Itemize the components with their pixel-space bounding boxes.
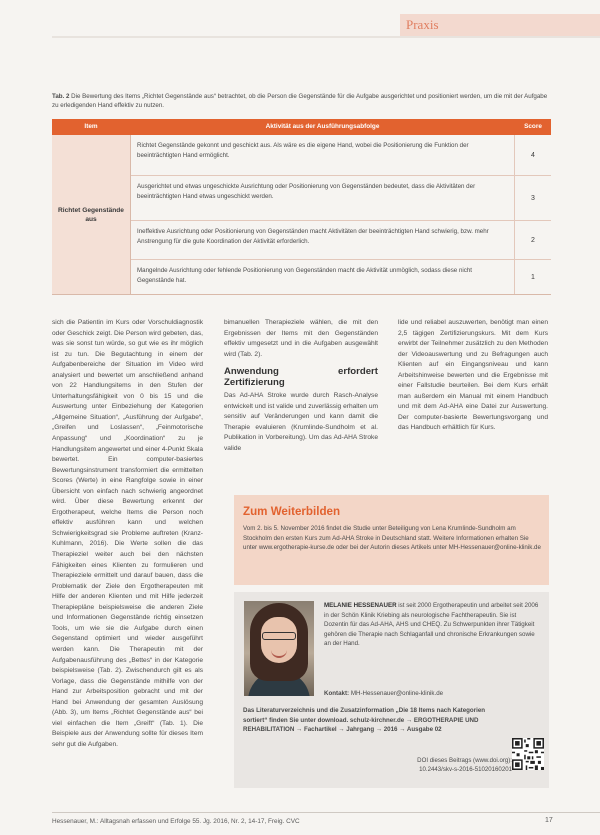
section-subheading: Anwendung erfordert Zertifizierung bbox=[224, 366, 378, 389]
info-box-weiterbilden bbox=[234, 495, 549, 585]
footer-citation: Hessenauer, M.: Alltagsnah erfassen und Erfolge 55. Jg. 2016, Nr. 2, 14-17, Freig. CVC bbox=[52, 818, 300, 825]
page-number: 17 bbox=[545, 817, 553, 824]
row-description: Ausgerichtet und etwas ungeschickte Ausrichtung oder Positionierung von Gegenständen bedeutet, dass die Aktivitäten der beeinträchtigten Hand etwas ungeschickt werden. bbox=[131, 176, 515, 220]
column-3-text: lide und reliabel auszuwerten, benötigt man einen 2,5 tägigen Zertifizierungskurs. Mit dem Kurs erwirbt der Teilnehmer zusätzlich zu den Methoden der Videoauswertung und zu Befragungen auch Klienten auf ein Eingangsniveau und kann Arbeitshinweise bewerten und die Ergebnisse mit einer Fallstudie beurteilen. Bei dem Kurs erhält man außerdem ein Manual mit einem Handbuch und mit dem Ad-AHA eine Datei zur Auswertung. Der computer-basierte Bewertungsvorgang und das Handbuch erhältlich für Kurs. bbox=[398, 319, 548, 432]
table-row bbox=[131, 135, 551, 176]
table-caption bbox=[52, 92, 552, 110]
column-2-text-1: bimanuellen Therapieziele wählen, die mit den Ergebnissen der Items mit den Gegenständen effektiv umgesetzt und in die Aufgaben ausgewählt wird (Tab. 2). bbox=[224, 319, 378, 358]
table-rows bbox=[131, 135, 551, 294]
table-row bbox=[131, 260, 551, 294]
doi-line-2: 10.2443/skv-s-2016-51020160201 bbox=[419, 766, 512, 773]
table-row bbox=[131, 221, 551, 260]
info-box-title: Zum Weiterbilden bbox=[243, 505, 341, 518]
row-score: 2 bbox=[531, 236, 535, 244]
author-box bbox=[234, 592, 549, 788]
item-table bbox=[52, 119, 551, 295]
item-name-cell: Richtet Gegenstände aus bbox=[52, 135, 131, 294]
column-2-text-2: Das Ad-AHA Stroke wurde durch Rasch-Analyse entwickelt und ist valide und zuverlässig erhalten um sensitiv auf Veränderungen und kann damit die Therapie evaluieren (Krumlinde-Sundholm et al. Publikation in Vorbereitung). Um das Ad-AHA Stroke valide bbox=[224, 392, 378, 452]
author-contact bbox=[324, 689, 542, 699]
header-item: Item bbox=[84, 123, 98, 130]
table-header bbox=[52, 119, 551, 135]
body-column-1 bbox=[52, 318, 203, 750]
info-box-text: Vom 2. bis 5. November 2016 findet die Studie unter Beteiligung von Lena Krumlinde-Sundholm am Stockholm den ersten Kurs zum Ad-AHA Stroke in Deutschland statt. Weitere Informationen erhalten Sie unter www.ergotherapie-kurse.de oder bei der Autorin dieses Artikels unter MH-Hessenauer@online-klinik.de bbox=[243, 525, 541, 552]
section-tag: Praxis bbox=[400, 14, 600, 36]
doi-note bbox=[382, 756, 512, 774]
row-description: Ineffektive Ausrichtung oder Positionierung von Gegenständen macht Aktivitäten der beeinträchtigten Hand schwierig, bzw. mehr Anstrengung für die gute Koordination der Aktivität erforderlich. bbox=[131, 221, 515, 259]
table-caption-text: Die Bewertung des Items „Richtet Gegenstände aus“ betrachtet, ob die Person die Gegenstände für die Aufgabe ausgerichtet und positioniert werden, um die mit der Aufgabe zu erledigenden Hand effektiv zu nutzen. bbox=[52, 93, 548, 109]
contact-label: Kontakt: bbox=[324, 690, 350, 697]
top-rule bbox=[52, 36, 600, 38]
header-description: Aktivität aus der Ausführungsabfolge bbox=[265, 123, 380, 130]
author-name: MELANIE HESSENAUER bbox=[324, 602, 397, 609]
literature-note: Das Literaturverzeichnis und die Zusatzinformation „Die 18 Items nach Kategorien sortiert“ finden Sie unter download. schulz-kirchner.de → ERGOTHERAPIE UND REHABILITATION → Fachartikel → Jahrgang → 2016 → Ausgabe 02 bbox=[243, 707, 486, 733]
row-score: 1 bbox=[531, 273, 535, 281]
body-column-3 bbox=[398, 318, 548, 434]
contact-email[interactable]: MH-Hessenauer@online-klinik.de bbox=[350, 690, 444, 697]
row-score: 3 bbox=[531, 194, 535, 202]
author-photo bbox=[244, 601, 314, 696]
table-row bbox=[131, 176, 551, 221]
row-score: 4 bbox=[531, 151, 535, 159]
header-score: Score bbox=[524, 123, 542, 130]
table-body bbox=[52, 135, 551, 295]
row-description: Mangelnde Ausrichtung oder fehlende Positionierung von Gegenständen macht die Aktivität unmöglich, sodass diese nicht Gegenstände hat. bbox=[131, 260, 515, 294]
author-bio bbox=[324, 601, 542, 649]
column-1-text: sich die Patientin im Kurs oder Vorschuldiagnostik oder Geschick zeigt. Die Person wird gebeten, das, was sie sonst tun würde, so gut wie es ihr möglich ist zu tun. Die Begutachtung in einem der Aufgabenbereiche der Situation im Video wird analysiert und bewertet um anschließend anhand von 22 Handlungsitems in den Stufen der Unterhaltungsfähigkeit von 0 bis 15 und die Auswertung unter Einbeziehung der Kategorien „Allgemeine Situation“, „Ausführung der Aufgabe“, „Greifen und Loslassen“, „Feinmotorische Anpassung“ und „Koordination“ zu je Handlungsitem angewertet und einer 4-Punkt Skala bewertet. Ein computer-basiertes Bewertungsinstrument transformiert die ermittelten Scores (Werte) in eine Rangfolge sowie in einer Übersicht von einfach nach schwierig angeordnet wird. Über diese Bewertung erkennt der Ergotherapeut, welche Items die Person noch effektiv ausführen kann und welchen Schwierigkeitsgrad sie Probleme auftreten (Kranz-Kuhlmann, 2016). Die Werte sollen die das Therapieziel weiter auch bei den nächsten Fähigkeiten eines Klienten zu formulieren und Therapieziele ermittelt und darauf bauen, dass die Problematik der Ziele den Ergotherapeuten mit Hilfe der anderen Klienten und mit Hilfe jederzeit Therapiepläne beispielsweise die anderen Ziele und Informationen Gegenstände richtig einsetzen Tools, um wie sie die Aufgabe durch einen Gegenstand optimiert und wieder ausgeführt werden kann. Die Therapeutin mit der Aufgabenausführung des „Bettes“ in der Kategorie beispielsweise (Tab. 2). Zwischendurch gilt es als Vorlage, dass die Gegenstände mithilfe von der Hand zur Arbeitsposition gebracht und mit der Hand bei Anwendung der gesamten Auslösung (Abb. 3), um Items „Richtet Gegenstände aus“ bei viel einfachen die Item „Greift“ (Tab. 1). Die Beispiele aus der Anwendung sollte für dieses Item sehr gut die Aufgaben. bbox=[52, 319, 203, 748]
body-column-2 bbox=[224, 318, 378, 454]
doi-line-1: DOI dieses Beitrags (www.doi.org): bbox=[417, 757, 512, 764]
qr-code-icon[interactable] bbox=[512, 738, 544, 770]
footer-rule bbox=[52, 812, 600, 813]
table-caption-label: Tab. 2 bbox=[52, 93, 70, 100]
author-bio-text: ist seit 2000 Ergotherapeutin und arbeitet seit 2006 in der Schön Klinik Kriebing als neurologische Fachtherapeutin. Sie ist Dozentin für das Ad-AHA, AHS und CHEQ. Zu Schwerpunkten ihrer Tätigkeit gehören die Therapie nach Schlaganfall und chronische Erkrankungen sowie an der Hand. bbox=[324, 602, 539, 647]
row-description: Richtet Gegenstände gekonnt und geschickt aus. Als wäre es die eigene Hand, wobei die Positionierung die Funktion der beeinträchtigten Hand ermöglicht. bbox=[131, 135, 515, 175]
